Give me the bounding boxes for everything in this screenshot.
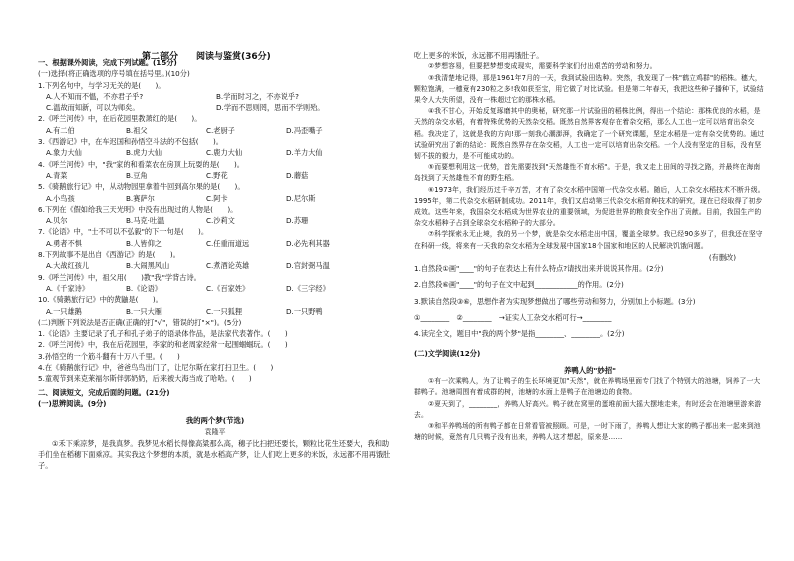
essay-question: 3.默读自然段③⑥，思想作者为实现梦想做出了哪些劳动和努力，分别加上小标题。(3分): [414, 296, 696, 306]
mcq-options: [38, 238, 392, 249]
mcq-option: A.青菜: [46, 170, 68, 180]
mcq-option: D.冯歪嘴子: [286, 125, 323, 135]
mcq-option: B.赛萨尔: [126, 193, 155, 203]
mcq-question: 5.《骑鹅旅行记》中，从动物园里拿着牛回到高尔果的是( )。: [38, 182, 245, 192]
mcq-options: [38, 147, 392, 158]
section2-heading: 二、阅读短文，完成后面的问题。(21分): [38, 387, 170, 397]
essay-author: 袁隆平: [204, 427, 226, 436]
essay-paragraph: ⑦科学探索永无止境，我的另一个梦，就是杂交水稻走出中国，覆盖全球梦。我已经90多岁了，但我还在坚守在科研一线，将来有一天我的杂交水稻为全球发展中国家18个国家和地区的人民解决饥饿问题。: [414, 230, 763, 250]
mcq-question: 8.下列故事不是出自《西游记》的是( )。: [38, 250, 180, 260]
mcq-option: C.野花: [206, 170, 228, 180]
mcq-option: A.象力大仙: [46, 148, 82, 158]
essay-question: 1.自然段①画"____"的句子在表达上有什么特点?请找出来并说说其作用。(2分): [414, 264, 664, 274]
essay-paragraph: ⑤而要想利用这一优势，首先需要找到"天然雄性不育水稻"。于是，我又走上田间的寻找之路，并最终在海南岛找到了天然雄性不育的野生稻。: [414, 163, 761, 183]
essay-source: (有删改): [708, 252, 736, 262]
judge-item: 5.童观节到来克莱福尔斯伴郭奶奶，后来被大海当成了哈哈。( ): [38, 374, 252, 384]
mcq-option: A.勇者不惧: [46, 238, 82, 248]
mcq-option: D.官封弼马温: [286, 261, 330, 271]
mcq-option: C.《百家姓》: [206, 283, 250, 293]
mcq-option: A.一只雄鹅: [46, 306, 82, 316]
essay-question: 4.读完全文，题目中"我的两个梦"是指________、________。(2分): [414, 329, 625, 339]
mcq-options: [38, 170, 392, 181]
left-column: [38, 57, 392, 472]
mcq-option: B.豆角: [126, 170, 148, 180]
judge-item: 3.孙悟空的一个筋斗翻有十万八千里。( ): [38, 351, 180, 361]
essay-paragraph: ④我不甘心，开始反复琢磨其中的奥秘，研究那一片试验田的稻株比例，得出一个结论：那株优良的水稻，是天然的杂交水稻，有着特殊优势的天然杂交稻。既然自然界客观存在着杂交稻，那么人工也一定可以培育出杂交稻。我决定了，这就是我的方向!那一刻我心潮澎湃，我确定了一个研究课题，坚定水稻是一定有杂交优势的。通过试验研究出了新的结论：既然自然界存在杂交稻，人工也一定可以培育出杂交稻。一个人没有坚定的目标，没有坚韧不拔的毅力，是不可能成功的。: [414, 107, 765, 160]
exam-page: 第二部分 阅读与鉴赏(36分) 一、根据课外阅读，完成下列试题。(15分) (一)选择(将正确选项的序号填在括号里。)(10分) 1.下列名句中，与学习无关的是( )。 A.人不知而不愠，不亦君子乎? B.学而时习之，不亦说乎? C.温故而知新，可以为师矣。 D.学而不思则罔，思而不学则殆。 2.《呼兰河传》中，在后花园里教萧红的是( )。 A.有二伯 B.祖父 C.老厨子 D.冯歪嘴子 3.《西游记》中，在车迟国和孙悟空斗法的不包括( )。 A.象力大仙 B.虎力大仙 C.鹿力大仙 D.羊力大仙 4.《呼兰河传》中，"我"家的和看菜农在房顶上玩耍的是( )。 A.青菜 B.豆角 C.野花 D.蘑菇 5.《骑鹅旅行记》中，从动物园里拿着牛回到高尔果的是( )。 A.小鸟孩 B.赛萨尔 C.阿卡 D.尼尔斯 6.下列在《假如给我三天光明》中没有出现过的人物是( )。 A.贝尔 B.马克·吐温 C.沙莉文 D.苏珊 7.《论语》中，"士不可以不弘毅"的下一句是( )。 A.勇者不惧 B.人皆仰之 C.任重而道远 D.必先利其器 8.下列故事不是出自《西游记》的是( )。 A.大战红孩儿 B.大闹黑风山 C.煮酒论英雄 D.官封弼马温 9.《呼兰河传》中，祖父用( )教"我"学背古诗。 A.《千家诗》 B.《论语》 C.《百家姓》 D.《三字经》 10.《骑鹅旅行记》中的黄鼬是( )。 A.一只雄鹅 B.一只大雁 C.一只狐狸 D.一只野鸭 (二)判断下列说法是否正确(正确的打"√"，错误的打"×")。(5分) 1.《论语》主要记录了孔子和孔子弟子的语录体作品，是法家代表著作。( ) 2.《呼兰河传》中，我在后花园里，李家的和老周家经常一起围蝈蝈玩。( ) 3.孙悟空的一个筋斗翻有十万八千里。( ) 4.在《骑鹅旅行记》中，爸爸鸟鸟出门了，让尼尔斯在家打扫卫生。( ) 5.童观节到来克莱福尔斯伴郭奶奶，后来被大海当成了哈哈。( ) 二、阅读短文，完成后面的问题。(21分) (一)思辨阅读。(9分) 我的两个梦(节选) 袁隆平 ①禾下乘凉梦，是我真梦。我梦见水稻长得像高粱那么高，穗子比扫把还要长，颗粒比花生还要大，我和助手们坐在稻穗下面乘凉。其实我这个梦想的本质，就是水稻高产梦，让人们吃上更多的米饭，永远都不用再饿肚子。 吃上更多的米饭，永远都不用再饿肚子。 ②梦想容易，但要把梦想变成现实，需要科学家们付出艰苦的劳动和努力。 ③我清楚地记得，那是1961年7月的一天，我到试验田选种。突然，我发现了一株"鹤立鸡群"的稻株。穗大，颗粒饱满，一穗竟有230粒之多!我如获至宝，用它做了对比试验。但是第二年春天，我把这些种子播种下，试验结果令人大失所望，没有一株超过它的那株水稻。 ④我不甘心，开始反复琢磨其中的奥秘，研究那一片试验田的稻株比例，得出一个结论：那株优良的水稻，是天然的杂交水稻，有着特殊优势的天然杂交稻。既然自然界客观存在着杂交稻，那么人工也一定可以培育出杂交稻。我决定了，这就是我的方向!那一刻我心潮澎湃，我确定了一个研究课题，坚定水稻是一定有杂交优势的。通过试验研究出了新的结论：既然自然界存在杂交稻，人工也一定可以培育出杂交稻。一个人没有坚定的目标，没有坚韧不拔的毅力，是不可能成功的。 ⑤而要想利用这一优势，首先需要找到"天然雄性不育水稻"。于是，我又走上田间的寻找之路，并最终在海南岛找到了天然雄性不育的野生稻。 ⑥1973年，我们经历过千辛万苦，才有了杂交水稻中国第一代杂交水稻。随后，人工杂交水稻技术不断升级。1995年，第二代杂交水稻研制成功。2011年，我们又启动第三代杂交水稻育种技术的研究，现在已经取得了初步成效。这些年来，我国杂交水稻成为世界农业的重要领域，为促进世界的粮食安全作出了贡献。目前，我国生产的杂交水稻种子占到全球杂交水稻种子的大部分。 ⑦科学探索永无止境，我的另一个梦，就是杂交水稻走出中国，覆盖全球梦。我已经90多岁了，但我还在坚守在科研一线，将来有一天我的杂交水稻为全球发展中国家18个国家和地区的人民解决饥饿问题。 (有删改) 1.自然段①画"____"的句子在表达上有什么特点?请找出来并说说其作用。(2分) 2.自然段⑥画"____"的句子在文中起到____________的作用。(2分) 3.默读自然段③⑥，思想作者为实现梦想做出了哪些劳动和努力，分别加上小标题。(3分) ①________ ②________ →证实人工杂交水稻可行→________ 4.读完全文，题目中"我的两个梦"是指________、________。(2分) (二)文学阅读(12分) 养鸭人的"妙招" ①有一次乘鸭人，为了让鸭子的生长环境更加"天然"，就在养鸭场里面专门找了个特别大的池塘，饲养了一大群鸭子。池塘周围有着成群的树，池塘的水面上是鸭子在池塘边的食物。 ②夏天到了，________，养鸭人好高兴。鸭子就在窝里的蛋堆前面大摇大摆地走来，有时还会在池塘里游来游去。 ③和平养鸭场的所有鸭子都在日常看管被照顾。可是，一时下雨了，养鸭人想让大家的鸭子都出来一起来到池塘的时候，竟然有几只鸭子没有出来，养鸭人这才想起，原来是……: [38, 51, 765, 471]
section1-sub1: (一)选择(将正确选项的序号填在括号里。)(10分): [38, 69, 190, 79]
mcq-options-row: [38, 102, 392, 113]
mcq-option: D.必先利其器: [286, 238, 330, 248]
mcq-question: 3.《西游记》中，在车迟国和孙悟空斗法的不包括( )。: [38, 137, 223, 147]
mcq-option: B.人皆仰之: [126, 238, 162, 248]
mcq-option: C.阿卡: [206, 193, 228, 203]
mcq-question: 1.下列名句中，与学习无关的是( )。: [38, 80, 166, 90]
essay-paragraph-1: ①禾下乘凉梦，是我真梦。我梦见水稻长得像高粱那么高，穗子比扫把还要长，颗粒比花生还要大，我和助手们坐在稻穗下面乘凉。其实我这个梦想的本质，就是水稻高产梦，让人们吃上更多的米饭，永远都不用再饿肚子。: [38, 438, 391, 471]
essay-paragraph: ③我清楚地记得，那是1961年7月的一天，我到试验田选种。突然，我发现了一株"鹤立鸡群"的稻株。穗大，颗粒饱满，一穗竟有230粒之多!我如获至宝，用它做了对比试验。但是第二年春天，我把这些种子播种下，试验结果令人大失所望，没有一株超过它的那株水稻。: [414, 73, 764, 104]
mcq-option: B.马克·吐温: [126, 216, 165, 226]
story-paragraph: ③和平养鸭场的所有鸭子都在日常看管被照顾。可是，一时下雨了，养鸭人想让大家的鸭子都出来一起来到池塘的时候，竟然有几只鸭子没有出来，养鸭人这才想起，原来是……: [414, 421, 761, 442]
judge-item: 4.在《骑鹅旅行记》中，爸爸鸟鸟出门了，让尼尔斯在家打扫卫生。( ): [38, 363, 274, 373]
essay-question: ①________ ②________ →证实人工杂交水稻可行→________: [414, 312, 612, 322]
section2-sub2: (二)文学阅读(12分): [414, 348, 481, 358]
mcq-question: 4.《呼兰河传》中，"我"家的和看菜农在房顶上玩耍的是( )。: [38, 159, 244, 169]
story-paragraphs: [414, 376, 766, 443]
section2-sub1: (一)思辨阅读。(9分): [38, 398, 107, 408]
story-title: 养鸭人的"妙招": [563, 365, 617, 375]
judge-item: 2.《呼兰河传》中，我在后花园里，李家的和老周家经常一起围蝈蝈玩。( ): [38, 340, 288, 350]
mcq-option: D.蘑菇: [286, 170, 309, 180]
essay-title: 我的两个梦(节选): [185, 416, 245, 426]
mcq-option: D.一只野鸭: [286, 306, 323, 316]
judge-list: [38, 328, 392, 384]
mcq-question: 7.《论语》中，"士不可以不弘毅"的下一句是( )。: [38, 227, 209, 237]
story-paragraph: ②夏天到了，________，养鸭人好高兴。鸭子就在窝里的蛋堆前面大摇大摆地走来，有时还会在池塘里游来游去。: [414, 399, 762, 419]
mcq-options: [38, 215, 392, 226]
mcq-option: B.大闹黑风山: [126, 261, 170, 271]
section1-heading: 一、根据课外阅读，完成下列试题。(15分): [38, 58, 177, 67]
mcq-option: C.煮酒论英雄: [206, 261, 250, 271]
mcq-question: 10.《骑鹅旅行记》中的黄鼬是( )。: [38, 295, 163, 305]
essay-paragraph: ⑥1973年，我们经历过千辛万苦，才有了杂交水稻中国第一代杂交水稻。随后，人工杂交水稻技术不断升级。1995年，第二代杂交水稻研制成功。2011年，我们又启动第三代杂交水稻育种技术的研究，现在已经取得了初步成效。这些年来，我国杂交水稻成为世界农业的重要领域，为促进世界的粮食安全作出了贡献。目前，我国生产的杂交水稻种子占到全球杂交水稻种子的大部分。: [414, 185, 765, 228]
mcq-options: [38, 260, 392, 271]
story-paragraph: ①有一次乘鸭人，为了让鸭子的生长环境更加"天然"，就在养鸭场里面专门找了个特别大的池塘，饲养了一大群鸭子。池塘周围有着成群的树，池塘的水面上是鸭子在池塘边的食物。: [414, 377, 761, 397]
mcq-option: B.祖父: [126, 125, 148, 135]
mcq-option: C.温故而知新，可以为师矣。: [46, 103, 140, 113]
mcq-option: B.一只大雁: [126, 306, 162, 316]
mcq-option: A.《千家诗》: [46, 283, 90, 293]
judge-item: 1.《论语》主要记录了孔子和孔子弟子的语录体作品，是法家代表著作。( ): [38, 329, 288, 339]
mcq-option: C.一只狐狸: [206, 306, 243, 316]
mcq-option: A.贝尔: [46, 216, 68, 226]
essay-paragraph: 吃上更多的米饭，永远都不用再饿肚子。: [414, 51, 544, 60]
mcq-option: D.《三字经》: [286, 283, 330, 293]
mcq-option: B.《论语》: [126, 283, 162, 293]
mcq-question: 6.下列在《假如给我三天光明》中没有出现过的人物是( )。: [38, 204, 238, 214]
mcq-option: A.大战红孩儿: [46, 261, 90, 271]
mcq-options-row: [38, 91, 392, 102]
mcq-option: B.虎力大仙: [126, 148, 162, 158]
mcq-option: B.学而时习之，不亦说乎?: [216, 91, 299, 101]
mcq-options: [38, 306, 392, 317]
mcq-option: D.学而不思则罔，思而不学则殆。: [216, 103, 325, 113]
mcq-question: 2.《呼兰河传》中，在后花园里教萧红的是( )。: [38, 114, 202, 124]
mcq-option: C.老厨子: [206, 125, 235, 135]
mcq-option: D.苏珊: [286, 216, 309, 226]
mcq-option: C.鹿力大仙: [206, 148, 243, 158]
mcq-option: A.人不知而不愠，不亦君子乎?: [46, 91, 144, 101]
essay-questions: [414, 263, 766, 339]
mcq-option: A.有二伯: [46, 125, 75, 135]
mcq-option: D.羊力大仙: [286, 148, 323, 158]
mcq-options: [38, 193, 392, 204]
mcq-option: C.任重而道远: [206, 238, 250, 248]
essay-continued: [414, 50, 766, 252]
mcq-options: [38, 283, 392, 294]
essay-question: 2.自然段⑥画"____"的句子在文中起到____________的作用。(2分): [414, 280, 624, 290]
mcq-question: 9.《呼兰河传》中，祖父用( )教"我"学背古诗。: [38, 272, 201, 282]
mcq-option: D.尼尔斯: [286, 193, 316, 203]
mcq-option: C.沙莉文: [206, 216, 235, 226]
section1-sub2: (二)判断下列说法是否正确(正确的打"√"，错误的打"×")。(5分): [38, 317, 242, 327]
right-column: [414, 50, 766, 443]
mcq-options: [38, 125, 392, 136]
mcq-list: [38, 80, 392, 317]
essay-paragraph: ②梦想容易，但要把梦想变成现实，需要科学家们付出艰苦的劳动和努力。: [428, 62, 657, 71]
mcq-option: A.小鸟孩: [46, 193, 75, 203]
